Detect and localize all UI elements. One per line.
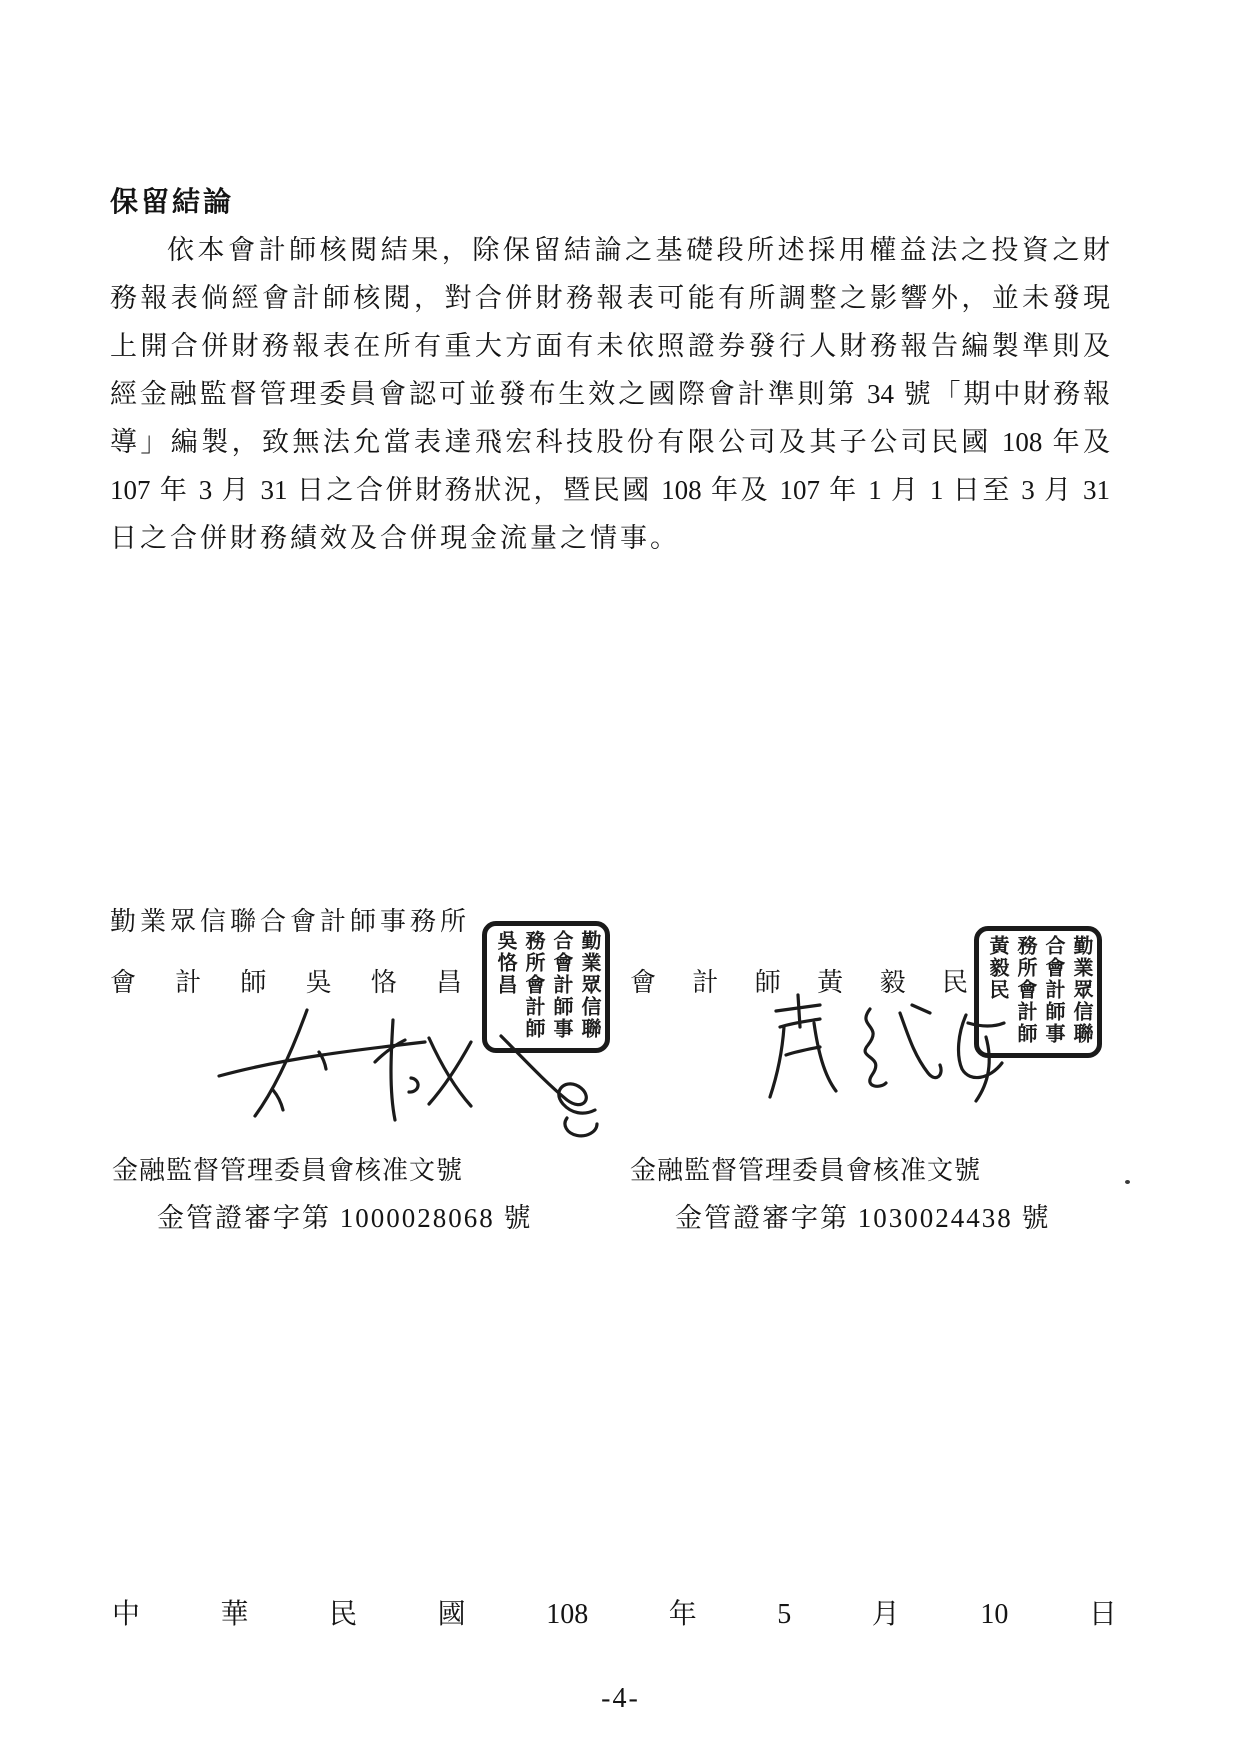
- signature-huang-yi-min: [762, 993, 1012, 1108]
- seal-inscription: 勤業眾信聯合會計師事務所會計師吳恪昌: [494, 930, 600, 1040]
- fsc-approval-title: 金融監督管理委員會核准文號: [112, 1156, 464, 1185]
- date-year-value: 108: [546, 1599, 589, 1630]
- scan-artifact-dot: [1125, 1180, 1130, 1184]
- fsc-approval-title: 金融監督管理委員會核准文號: [630, 1156, 982, 1185]
- accountant-name-char: 吳: [305, 968, 332, 997]
- fsc-approval-number: 金管證審字第 1000028068 號: [157, 1203, 533, 1233]
- accountant-title-char: 師: [240, 968, 267, 997]
- accountant-name-char: 黃: [817, 968, 844, 997]
- accountant-name-char: 民: [941, 968, 968, 997]
- seal-inscription: 勤業眾信聯合會計師事務所會計師黃毅民: [986, 935, 1092, 1045]
- date-char: 國: [437, 1599, 466, 1630]
- date-char: 中: [112, 1599, 141, 1630]
- fsc-approval-left: [112, 1150, 533, 1235]
- accountant-title-char: 會: [110, 968, 137, 997]
- section-heading: 保留結論: [110, 187, 235, 218]
- accountant-name-char: 恪: [370, 968, 397, 997]
- date-char: 華: [220, 1599, 249, 1630]
- paragraph-line: 107 年 3 月 31 日之合併財務狀況，暨民國 108 年及 107 年 1 月 1 日至 3 月 31: [110, 475, 1110, 505]
- accountant-title-char: 計: [175, 968, 202, 997]
- accountant-name-char: 毅: [879, 968, 906, 997]
- date-char: 年: [668, 1599, 697, 1630]
- paragraph-line: 導」編製，致無法允當表達飛宏科技股份有限公司及其子公司民國 108 年及: [110, 427, 1110, 457]
- fsc-approval-right: [630, 1150, 1051, 1235]
- page-number: -4-: [601, 1683, 640, 1714]
- paragraph-line: 經金融監督管理委員會認可並發布生效之國際會計準則第 34 號「期中財務報: [110, 379, 1110, 409]
- accountant-title-char: 計: [692, 968, 719, 997]
- accountant-name-char: 昌: [435, 968, 462, 997]
- paragraph-line: 務報表倘經會計師核閱，對合併財務報表可能有所調整之影響外，並未發現: [110, 283, 1110, 313]
- paragraph-line: 依本會計師核閱結果，除保留結論之基礎段所述採用權益法之投資之財: [167, 235, 1110, 265]
- fsc-approval-number: 金管證審字第 1030024438 號: [675, 1203, 1051, 1233]
- date-char: 民: [329, 1599, 358, 1630]
- paragraph-line: 上開合併財務報表在所有重大方面有未依照證券發行人財務報告編製準則及: [110, 331, 1110, 361]
- conclusion-paragraph: [110, 226, 1110, 562]
- signature-wu-ko-chang: [215, 998, 615, 1138]
- date-char: 日: [1088, 1599, 1117, 1630]
- paragraph-line: 日之合併財務績效及合併現金流量之情事。: [110, 523, 680, 553]
- accountant-title-char: 會: [630, 968, 657, 997]
- accountant-left-name-row: [110, 962, 462, 999]
- accountant-title-char: 師: [754, 968, 781, 997]
- roc-date-line: [112, 1592, 1117, 1632]
- date-month-value: 5: [777, 1599, 792, 1630]
- date-day-value: 10: [980, 1599, 1009, 1630]
- accounting-firm-name: 勤業眾信聯合會計師事務所: [110, 907, 471, 936]
- date-char: 月: [871, 1599, 900, 1630]
